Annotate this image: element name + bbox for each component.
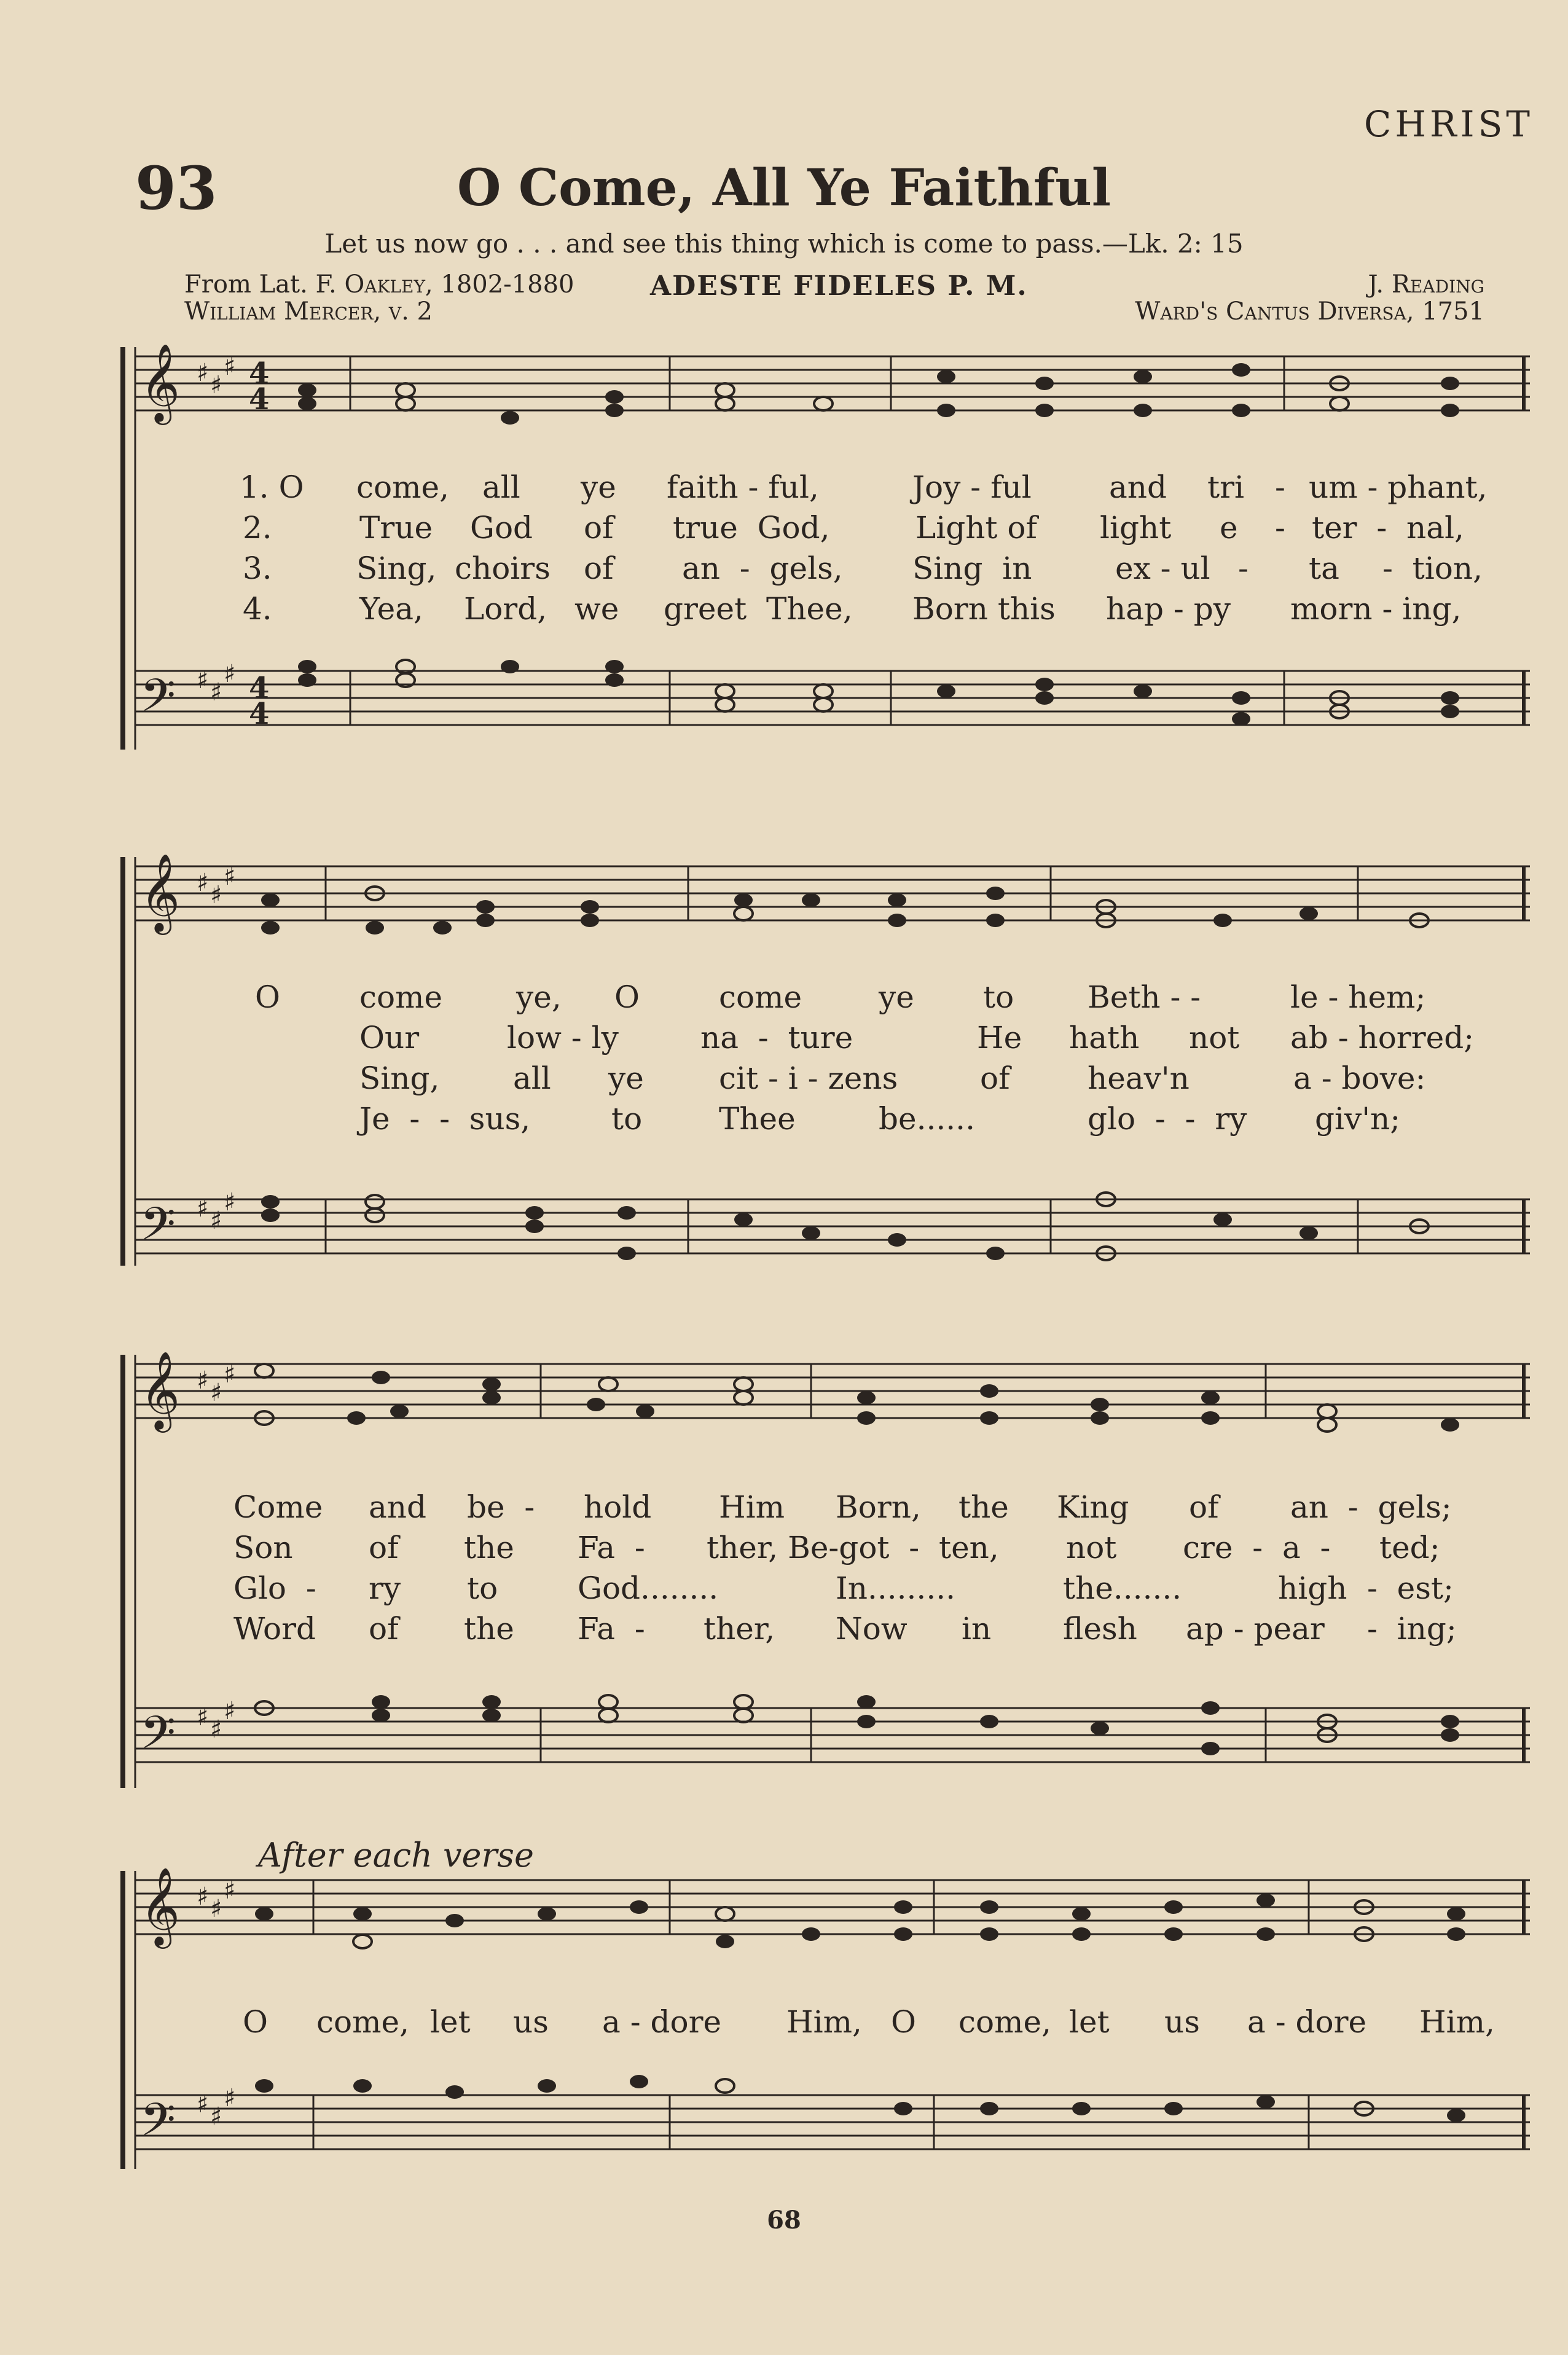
svg-text:♯: ♯ [224,1360,236,1389]
verse-4-line-3: Word of the Fa - ther, Now in flesh ap - pear - ing; [233,1611,1457,1647]
svg-text:4: 4 [249,671,270,705]
svg-text:♯: ♯ [210,1207,222,1235]
svg-text:♯: ♯ [197,2090,209,2118]
refrain-label: After each verse [258,1836,534,1875]
words-credit-author: F. Oakley, 1802-1880 [315,270,574,299]
page-number: 68 [767,2206,801,2235]
refrain-line: O come, let us a - dore Him, O come, let us a - dore Him, [243,2004,1495,2040]
hymn-title: O Come, All Ye Faithful [457,159,1111,217]
verse-1-line-2: O come ye, O come ye to Beth - - le - hem; [255,979,1426,1015]
verse-3-line-2: Sing, all ye cit - i - zens of heav'n a - bove: [359,1060,1426,1096]
svg-text:♯: ♯ [224,863,236,891]
svg-text:4: 4 [249,382,270,417]
svg-text:𝄢: 𝄢 [140,669,176,734]
verse-2-line-2: Our low - ly na - ture He hath not ab - horred; [359,1020,1475,1056]
svg-text:♯: ♯ [210,2102,222,2131]
music-credit-line1: J. Reading [1368,270,1484,299]
verse-3-line-3: Glo - ry to God........ In......... the....... high - est; [233,1570,1454,1606]
svg-text:♯: ♯ [197,359,209,387]
verse-1-line-1: 1. O come, all ye faith - ful, Joy - ful and tri - um - phant, [240,469,1488,505]
svg-text:4: 4 [249,697,270,731]
verse-1-line-3: Come and be - hold Him Born, the King of an - gels; [233,1489,1452,1525]
verse-2-line-1: 2. True God of true God, Light of light e - ter - nal, [243,510,1464,546]
svg-text:♯: ♯ [210,371,222,399]
svg-text:𝄞: 𝄞 [140,854,181,931]
hymn-number: 93 [135,154,218,223]
verse-2-line-3: Son of the Fa - ther, Be-got - ten, not cre - a - ted; [233,1530,1440,1565]
svg-text:♯: ♯ [210,1715,222,1744]
svg-text:♯: ♯ [197,1703,209,1731]
svg-text:𝄢: 𝄢 [140,1706,176,1771]
svg-text:♯: ♯ [210,881,222,909]
svg-text:♯: ♯ [210,1379,222,1407]
svg-text:♯: ♯ [210,1895,222,1923]
svg-text:♯: ♯ [197,869,209,897]
svg-text:♯: ♯ [197,1883,209,1911]
svg-text:♯: ♯ [224,1188,236,1217]
svg-text:♯: ♯ [197,666,209,694]
scripture-quote: Let us now go . . . and see this thing which is come to pass.—Lk. 2: 15 [324,229,1244,259]
svg-text:♯: ♯ [197,1194,209,1223]
svg-text:♯: ♯ [197,1366,209,1395]
svg-text:𝄞: 𝄞 [140,1868,181,1945]
tune-name: ADESTE FIDELES P. M. [650,270,1028,302]
words-credit-prefix: From Lat. [184,270,308,299]
svg-text:♯: ♯ [224,1697,236,1725]
verse-3-line-1: 3. Sing, choirs of an - gels, Sing in ex - ul - ta - tion, [243,551,1483,586]
verse-4-line-1: 4. Yea, Lord, we greet Thee, Born this hap - py morn - ing, [243,591,1462,627]
svg-text:4: 4 [249,356,270,391]
svg-text:𝄞: 𝄞 [140,1352,181,1429]
svg-text:𝄢: 𝄢 [140,1197,176,1262]
svg-text:♯: ♯ [210,678,222,707]
words-credit-line1 [184,270,574,299]
svg-text:♯: ♯ [224,1876,236,1905]
verse-4-line-2: Je - - sus, to Thee be...... glo - - ry giv'n; [359,1101,1401,1137]
svg-text:𝄞: 𝄞 [140,344,181,421]
section-label: CHRIST [1364,103,1534,145]
svg-text:𝄢: 𝄢 [140,2093,176,2158]
words-credit-line2: William Mercer, v. 2 [184,297,433,326]
svg-text:♯: ♯ [224,353,236,381]
svg-text:♯: ♯ [224,660,236,688]
music-credit-line2: Ward's Cantus Diversa, 1751 [1135,297,1484,326]
svg-text:♯: ♯ [224,2084,236,2112]
